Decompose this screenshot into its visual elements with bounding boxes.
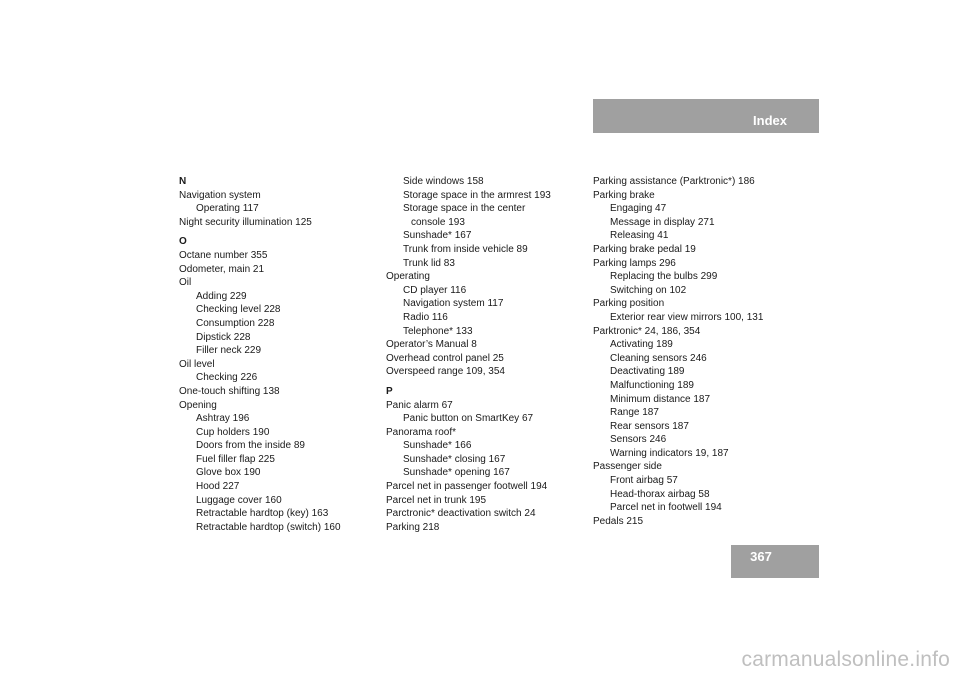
index-entry: Parking lamps 296 (593, 257, 676, 269)
index-subentry: CD player 116 (403, 284, 467, 296)
index-column-2 (386, 175, 551, 534)
index-column-3 (593, 175, 763, 528)
index-subentry: Operating 117 (196, 203, 259, 215)
index-subentry: Replacing the bulbs 299 (610, 271, 718, 283)
index-entry: Parktronic* 24, 186, 354 (593, 325, 701, 337)
index-subentry: Luggage cover 160 (196, 494, 282, 506)
watermark-text: carmanualsonline.info (741, 648, 950, 671)
index-subentry: Front airbag 57 (610, 475, 678, 487)
index-subentry: Hood 227 (196, 481, 240, 493)
index-entry: Pedals 215 (593, 515, 644, 527)
index-subentry: Storage space in the center (403, 203, 526, 215)
index-entry: Navigation system (179, 189, 261, 201)
index-entry: Overspeed range 109, 354 (386, 366, 505, 378)
index-subentry: Filler neck 229 (196, 345, 262, 357)
page-number-bar (731, 545, 819, 578)
index-entry: Oil (179, 277, 192, 289)
index-entry: Odometer, main 21 (179, 263, 265, 275)
index-subentry: Radio 116 (403, 311, 448, 323)
index-subentry: Adding 229 (196, 290, 247, 302)
index-subentry: Cleaning sensors 246 (610, 352, 707, 364)
index-entry: Opening (179, 399, 217, 411)
index-subentry: Rear sensors 187 (610, 420, 689, 432)
index-entry: Parcel net in passenger footwell 194 (386, 481, 548, 493)
index-entry: Overhead control panel 25 (386, 352, 504, 364)
index-subentry: Engaging 47 (610, 203, 667, 215)
index-subentry: Side windows 158 (403, 176, 484, 187)
index-subentry: Retractable hardtop (key) 163 (196, 508, 329, 520)
index-subentry: Switching on 102 (610, 284, 687, 296)
index-subentry: Panic button on SmartKey 67 (403, 413, 534, 425)
index-column-1 (179, 175, 341, 534)
index-subentry: Range 187 (610, 407, 659, 419)
index-subentry: Message in display 271 (610, 216, 715, 228)
index-subentry: Cup holders 190 (196, 426, 270, 438)
index-subentry: Parcel net in footwell 194 (610, 502, 722, 514)
index-subentry: Sensors 246 (610, 434, 667, 446)
index-subentry: Malfunctioning 189 (610, 379, 694, 391)
index-subentry: Telephone* 133 (403, 325, 473, 337)
page-number: 367 (750, 549, 772, 564)
index-subentry: Releasing 41 (610, 230, 669, 242)
index-entry: Operating (386, 271, 430, 283)
index-entry: Panic alarm 67 (386, 399, 453, 411)
index-subentry: Checking 226 (196, 372, 258, 384)
index-subentry: Sunshade* opening 167 (403, 467, 510, 479)
index-entry: Octane number 355 (179, 249, 268, 261)
index-entry: Parking position (593, 298, 665, 310)
index-subentry: Activating 189 (610, 339, 673, 351)
index-entry: Night security illumination 125 (179, 216, 312, 228)
index-subentry: Exterior rear view mirrors 100, 131 (610, 311, 764, 323)
index-section-letter: O (179, 236, 187, 248)
index-subentry: Head-thorax airbag 58 (610, 488, 710, 500)
index-subentry: Sunshade* closing 167 (403, 453, 506, 465)
index-subentry: Trunk lid 83 (403, 257, 455, 269)
index-section-letter: N (179, 176, 187, 187)
index-subentry: Minimum distance 187 (610, 393, 711, 405)
index-entry: Panorama roof* (386, 426, 457, 438)
index-subentry: Trunk from inside vehicle 89 (403, 243, 528, 255)
index-subentry: Ashtray 196 (196, 413, 250, 425)
index-subentry: Fuel filler flap 225 (196, 453, 275, 465)
index-subentry: Retractable hardtop (switch) 160 (196, 521, 341, 533)
index-subentry: Warning indicators 19, 187 (610, 447, 729, 459)
index-subentry: Checking level 228 (196, 304, 281, 316)
index-subentry: Sunshade* 166 (403, 440, 472, 452)
index-subentry: Glove box 190 (196, 467, 261, 479)
index-subentry: console 193 (411, 216, 465, 228)
index-entry: One-touch shifting 138 (179, 385, 280, 397)
page-title: Index (753, 113, 787, 128)
index-entry: Parctronic* deactivation switch 24 (386, 508, 536, 520)
index-section-letter: P (386, 385, 393, 397)
index-entry: Parcel net in trunk 195 (386, 494, 487, 506)
index-entry: Passenger side (593, 461, 662, 473)
index-subentry: Storage space in the armrest 193 (403, 189, 551, 201)
index-entry: Parking assistance (Parktronic*) 186 (593, 176, 755, 187)
index-entry: Parking 218 (386, 521, 440, 533)
index-subentry: Doors from the inside 89 (196, 440, 305, 452)
index-entry: Parking brake pedal 19 (593, 243, 696, 255)
index-entry: Oil level (179, 358, 215, 370)
index-subentry: Deactivating 189 (610, 366, 685, 378)
index-entry: Operator’s Manual 8 (386, 339, 477, 351)
index-header-bar (593, 99, 819, 133)
index-subentry: Navigation system 117 (403, 298, 504, 310)
index-subentry: Sunshade* 167 (403, 230, 472, 242)
index-entry: Parking brake (593, 189, 655, 201)
index-subentry: Consumption 228 (196, 317, 275, 329)
index-subentry: Dipstick 228 (196, 331, 251, 343)
